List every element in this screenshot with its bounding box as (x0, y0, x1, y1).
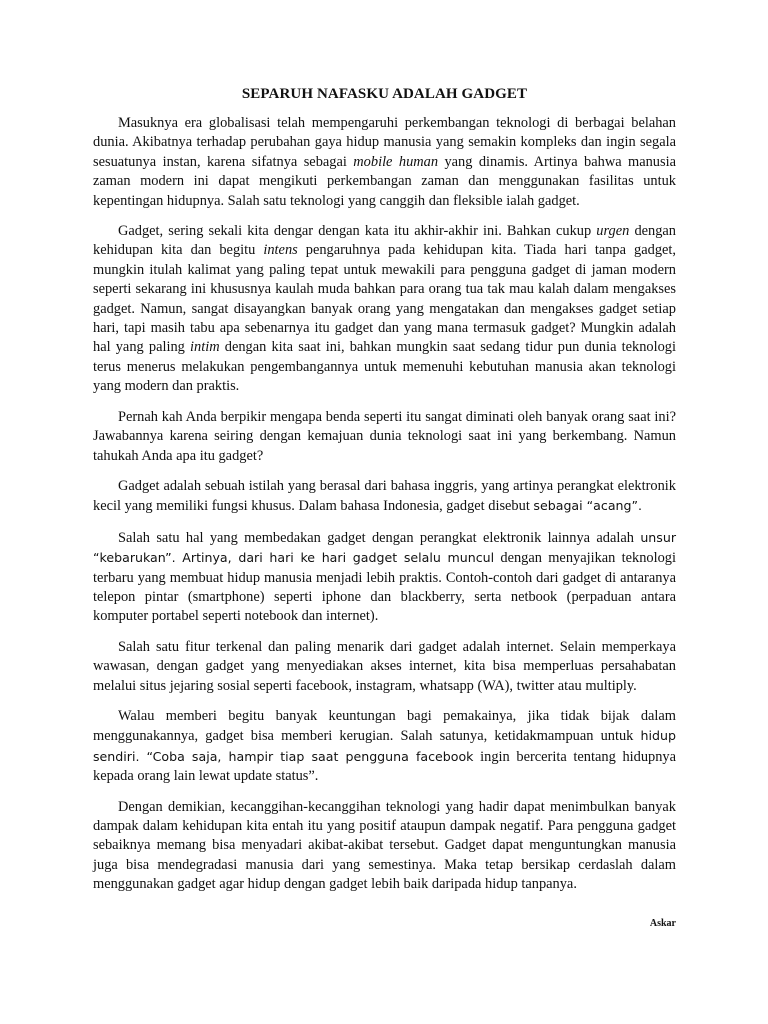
paragraph-7-sans-text: hidup sendiri. “Coba saja, hampir tiap saat pengguna facebook (93, 728, 676, 764)
paragraph-7 (93, 707, 676, 787)
paragraph-4 (93, 477, 676, 517)
paragraph-7-text-end: ingin bercerita tentang hidupnya kepada orang lain lewat update status”. (93, 748, 676, 785)
paragraph-7-text: Walau memberi begitu banyak keuntungan bagi pemakainya, jika tidak bijak dalam menggunakannya, gadget bisa memberi kerugian. Salah satunya, ketidakmampuan untuk (93, 707, 676, 745)
paragraph-2-text-end: dengan kita saat ini, bahkan mungkin saat sedang tidur pun dunia teknologi terus menerus melakukan pengembangannya untuk memenuhi kebutuhan manusia akan teknologi yang modern dan praktis. (93, 339, 676, 395)
paragraph-4-sans-text: sebagai “acang”. (533, 498, 643, 514)
paragraph-6: Salah satu fitur terkenal dan paling menarik dari gadget adalah internet. Selain memperkaya wawasan, dengan gadget yang menyediakan akses internet, kita bisa memperluas persahabatan melalui situs jejaring sosial seperti facebook, instagram, whatsapp (WA), twitter atau multiply. (93, 638, 676, 694)
paragraph-5-text: Salah satu hal yang membedakan gadget dengan perangkat elektronik lainnya adalah (118, 529, 641, 546)
paragraph-1-text-end: yang dinamis. Artinya bahwa manusia zaman modern ini dapat mengikuti perkembangan zaman dan menggunakan fasilitas untuk kepentingan hidupnya. Salah satu teknologi yang canggih dan fleksible ialah gadget. (93, 153, 676, 209)
paragraph-2-text-mid: dengan kehidupan kita dan begitu (93, 223, 676, 259)
paragraph-5 (93, 528, 676, 627)
paragraph-4-text: Gadget adalah sebuah istilah yang berasal dari bahasa inggris, yang artinya perangkat elektronik kecil yang memiliki fungsi khusus. Dalam bahasa Indonesia, gadget disebut (93, 477, 676, 515)
paragraph-2-text: Gadget, sering sekali kita dengar dengan kata itu akhir-akhir ini. Bahkan cukup (118, 223, 597, 240)
paragraph-1-text: Masuknya era globalisasi telah mempengaruhi perkembangan teknologi di berbagai belahan dunia. Akibatnya terhadap perubahan gaya hidup manusia yang semakin kompleks dan ingin segala sesuatunya instan, karena sifatnya sebagai (93, 115, 676, 170)
paragraph-2-italic-intens: intens (263, 242, 298, 259)
paragraph-5-sans-text: unsur “kebarukan”. Artinya, dari hari ke hari gadget selalu muncul (93, 529, 676, 566)
paragraph-5-text-end: dengan menyajikan teknologi terbaru yang membuat hidup manusia menjadi lebih praktis. Contoh-contoh dari gadget di antaranya telepon pintar (smartphone) seperti iphone dan blackberry, serta netbook (perpaduan antara komputer portabel seperti notebook dan internet). (93, 550, 676, 625)
paragraph-3: Pernah kah Anda berpikir mengapa benda seperti itu sangat diminati oleh banyak orang saat ini? Jawabannya karena seiring dengan kemajuan dunia teknologi saat ini yang berkembang. Namun tahukah Anda apa itu gadget? (93, 408, 676, 464)
paragraph-2-italic-intim: intim (190, 339, 220, 356)
paragraph-1-italic-term: mobile human (353, 153, 439, 170)
author-signature: Askar (649, 918, 676, 929)
paragraph-2-italic-urgen: urgen (596, 223, 630, 240)
paragraph-2-text-mid2: pengaruhnya pada kehidupan kita. Tiada hari tanpa gadget, mungkin itulah kalimat yang paling tepat untuk mewakili para pengguna gadget di jaman modern seperti sekarang ini khususnya kaulah muda bahkan para orang tua tak mau kalah dalam mengakses gadget. Namun, sangat disayangkan banyak orang yang mengatakan dan mengakses gadget setiap hari, tapi masih tabu apa sebenarnya itu gadget dan yang mana termasuk gadget? Mungkin adalah hal yang paling (93, 242, 676, 356)
paragraph-2 (93, 222, 676, 397)
document-title: SEPARUH NAFASKU ADALAH GADGET (241, 86, 528, 102)
paragraph-8: Dengan demikian, kecanggihan-kecanggihan teknologi yang hadir dapat menimbulkan banyak dampak dalam kehidupan kita entah itu yang positif ataupun dampak negatif. Para pengguna gadget sebaiknya memang bisa menyadari akibat-akibat tersebut. Gadget dapat menguntungkan manusia juga bisa mendegradasi manusia dari yang semestinya. Maka tetap bersikap cerdaslah dalam menggunakan gadget agar hidup dengan gadget lebih baik daripada hidup tanpanya. (93, 798, 676, 893)
paragraph-1 (93, 114, 676, 211)
